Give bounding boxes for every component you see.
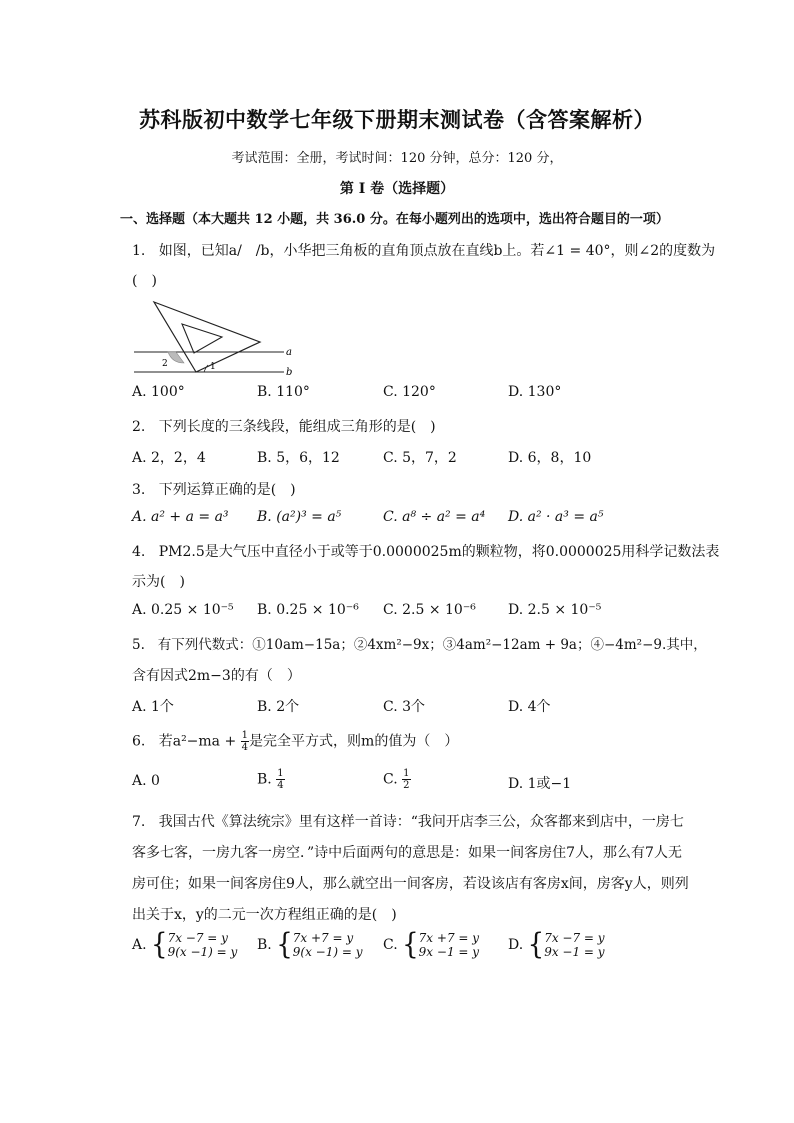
question-text-after: 是完全平方式，则m的值为（ ） xyxy=(249,733,459,750)
label-a: a xyxy=(286,347,292,358)
question-number: 7. xyxy=(132,814,146,830)
q3-option-c: C. a⁸ ÷ a² = a⁴ xyxy=(383,509,486,525)
fraction-one-quarter: $\frac{1}{4}$ xyxy=(241,730,249,753)
q1-option-a: A. 100° xyxy=(132,384,185,400)
q5-option-d: D. 4个 xyxy=(508,699,551,715)
q1-option-b: B. 110° xyxy=(257,384,310,400)
q2-option-b: B. 5，6，12 xyxy=(257,450,340,466)
question-text: 我国古代《算法统宗》里有这样一首诗：“我问开店李三公，众客都来到店中，一房七 xyxy=(158,814,684,830)
q4-option-a: A. 0.25 × 10⁻⁵ xyxy=(132,602,234,618)
question-text: 有下列代数式：①10am−15a；②4xm²−9x；③4am²−12am + 9a；④−4m²−9.其中， xyxy=(157,637,707,653)
question-number: 6. xyxy=(132,733,146,750)
question-number: 5. xyxy=(132,637,145,653)
q4-option-c: C. 2.5 × 10⁻⁶ xyxy=(383,602,476,618)
question-7 xyxy=(132,811,684,831)
question-2 xyxy=(132,416,436,436)
triangle-ruler-figure xyxy=(128,297,308,379)
question-5-line2: 含有因式2m−3的有（ ） xyxy=(132,668,301,684)
q7-option-a: A. { 7x −7 = y 9(x −1) = y xyxy=(132,928,238,962)
question-number: 3. xyxy=(132,482,146,498)
question-4-line2: 示为( ) xyxy=(132,574,185,590)
question-3 xyxy=(132,479,296,499)
q7-option-d: D. { 7x −7 = y 9x −1 = y xyxy=(508,928,605,962)
question-7-line2: 客多七客，一房九客一房空．”诗中后面两句的意思是：如果一间客房住7人，那么有7人无 xyxy=(132,845,682,861)
document-title: 苏科版初中数学七年级下册期末测试卷（含答案解析） xyxy=(139,107,655,132)
q1-option-d: D. 130° xyxy=(508,384,562,400)
question-number: 1. xyxy=(132,243,146,259)
question-7-line3: 房可住；如果一间客房住9人，那么就空出一间客房，若设该店有客房x间，房客y人，则列 xyxy=(132,876,689,892)
q5-option-a: A. 1个 xyxy=(132,699,174,715)
question-1-line2: ( ) xyxy=(132,273,157,289)
triangle-outer xyxy=(154,302,260,372)
q1-option-c: C. 120° xyxy=(383,384,436,400)
q6-option-d: D. 1或−1 xyxy=(508,776,572,792)
q7-option-c: C. { 7x +7 = y 9x −1 = y xyxy=(383,928,480,962)
q2-option-c: C. 5，7，2 xyxy=(383,450,457,466)
q4-option-b: B. 0.25 × 10⁻⁶ xyxy=(257,602,359,618)
question-text: 下列运算正确的是( ) xyxy=(158,482,296,498)
q7-option-b: B. { 7x +7 = y 9(x −1) = y xyxy=(257,928,363,962)
question-1 xyxy=(132,240,715,260)
question-number: 2. xyxy=(132,419,146,435)
exam-info: 考试范围：全册，考试时间：120 分钟，总分：120 分， xyxy=(231,151,563,166)
question-text: PM2.5是大气压中直径小于或等于0.0000025m的颗粒物，将0.0000025用科学记数法表 xyxy=(158,544,720,560)
question-text: 下列长度的三条线段，能组成三角形的是( ) xyxy=(158,419,436,435)
q6-option-c: C. $\frac{1}{2}$ xyxy=(383,768,410,791)
label-1: 1 xyxy=(210,362,216,372)
section-heading: 一、选择题（本大题共 12 小题，共 36.0 分。在每小题列出的选项中，选出符合题目的一项） xyxy=(120,212,669,227)
angle-2-mark xyxy=(168,352,184,363)
q2-option-a: A. 2，2，4 xyxy=(132,450,206,466)
question-text: 如图，已知a/ /b，小华把三角板的直角顶点放在直线b上。若∠1 = 40°，则∠2的度数为 xyxy=(158,243,716,259)
question-7-line4: 出关于x，y的二元一次方程组正确的是( ) xyxy=(132,907,397,923)
q2-option-d: D. 6，8，10 xyxy=(508,450,592,466)
label-b: b xyxy=(286,367,293,378)
label-2: 2 xyxy=(162,359,168,369)
q6-option-a: A. 0 xyxy=(132,773,160,789)
triangle-inner xyxy=(182,324,222,353)
part-heading: 第 I 卷（选择题） xyxy=(339,181,455,197)
question-6 xyxy=(132,730,458,753)
q3-option-d: D. a² · a³ = a⁵ xyxy=(508,509,604,525)
question-5 xyxy=(132,633,707,653)
q3-option-b: B. (a²)³ = a⁵ xyxy=(257,509,342,525)
q4-option-d: D. 2.5 × 10⁻⁵ xyxy=(508,602,602,618)
question-text-before: 若a²−ma + xyxy=(158,733,237,750)
q5-option-c: C. 3个 xyxy=(383,699,426,715)
question-number: 4. xyxy=(132,544,146,560)
q6-option-b: B. $\frac{1}{4}$ xyxy=(257,768,284,791)
q5-option-b: B. 2个 xyxy=(257,699,300,715)
question-4 xyxy=(132,541,719,561)
q3-option-a: A. a² + a = a³ xyxy=(132,509,229,525)
